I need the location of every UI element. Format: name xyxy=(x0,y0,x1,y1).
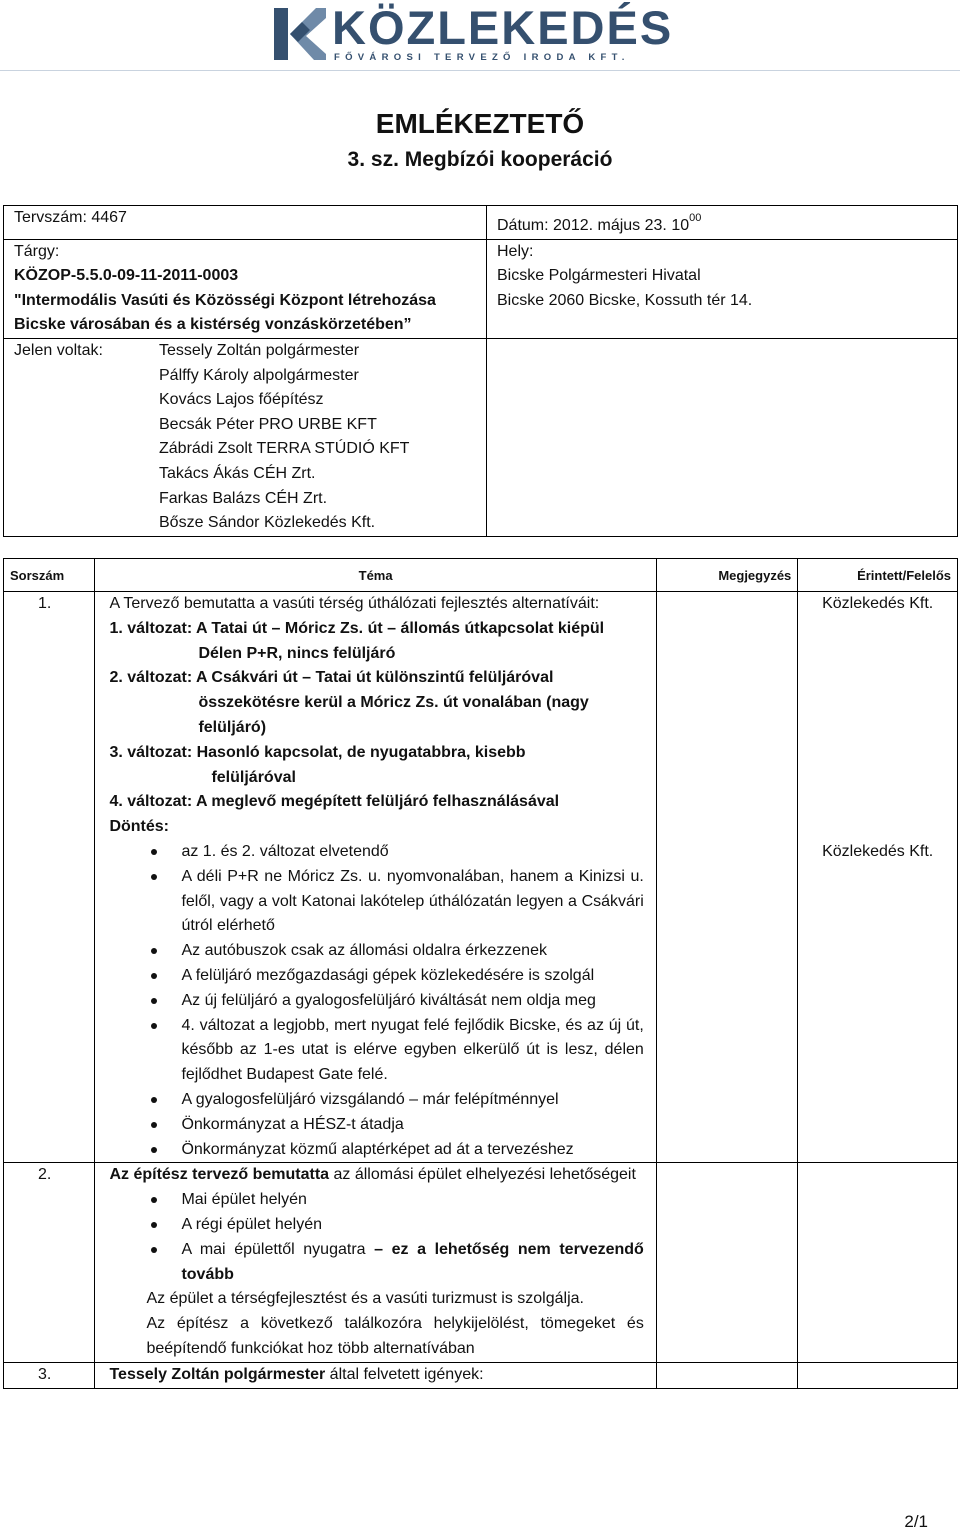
meeting-time-minutes: 00 xyxy=(689,212,702,224)
subject-code: KÖZOP-5.5.0-09-11-2011-0003 xyxy=(14,267,239,285)
row-topic xyxy=(95,592,656,1163)
logo-mark-icon xyxy=(270,2,326,64)
row-number: 3. xyxy=(4,1362,95,1388)
document-subtitle: 3. sz. Megbízói kooperáció xyxy=(347,148,613,171)
row-responsible xyxy=(798,1362,958,1388)
attendee: Tessely Zoltán polgármester xyxy=(159,341,360,359)
list-item: Mai épület helyén xyxy=(109,1188,643,1213)
attendees-label: Jelen voltak: xyxy=(14,341,103,359)
header-topic: Téma xyxy=(95,559,656,592)
place-line2: Bicske 2060 Bicske, Kossuth tér 14. xyxy=(497,291,753,309)
row-topic: Tessely Zoltán polgármester által felvetett igények: xyxy=(95,1362,656,1388)
topic-intro: Az építész tervező bemutatta az állomási épület elhelyezési lehetőségeit xyxy=(109,1166,636,1184)
meeting-date: Dátum: 2012. május 23. 10 xyxy=(497,217,690,234)
plan-number-cell xyxy=(4,206,487,240)
responsible-2: Közlekedés Kft. xyxy=(822,842,934,860)
table-row xyxy=(4,592,958,1163)
variant-2-detail: összekötésre kerül a Móricz Zs. út vonalában (nagy xyxy=(198,694,589,712)
header-note: Megjegyzés xyxy=(656,559,797,592)
plan-number: Tervszám: 4467 xyxy=(14,209,127,226)
table-row xyxy=(4,1163,958,1362)
subject-text-line2: Bicske városában és a kistérség vonzáskörzetében” xyxy=(14,316,412,334)
list-item: az 1. és 2. változat elvetendő xyxy=(109,840,643,865)
topic-paragraph: Az építész a következő találkozóra helykijelölést, tömegeket és beépítendő funkciókat hoz több alternatívában xyxy=(146,1315,644,1357)
topic-intro: A Tervező bemutatta a vasúti térség úthálózati fejlesztés alternatíváit: xyxy=(109,595,600,612)
subject-cell xyxy=(4,239,487,338)
attendee: Zábrádi Zsolt TERRA STÚDIÓ KFT xyxy=(159,440,410,458)
row-note xyxy=(656,1163,797,1362)
attendees-block xyxy=(14,339,476,536)
variant-2: 2. változat: A Csákvári út – Tatai út különszintű felüljáróval xyxy=(109,669,554,687)
topic-paragraph: Az épület a térségfejlesztést és a vasúti turizmust is szolgálja. xyxy=(146,1290,584,1308)
attendee: Becsák Péter PRO URBE KFT xyxy=(159,415,377,433)
subject-text-line1: "Intermodális Vasúti és Közösségi Központ létrehozása xyxy=(14,291,436,309)
list-item: 4. változat a legjobb, mert nyugat felé fejlődik Bicske, és az új út, később az 1-es utat is elérve egyben elkerülő út is lesz, délen fejlődhet Budapest Gate felé. xyxy=(109,1014,643,1088)
list-item: A mai épülettől nyugatra – ez a lehetőség nem tervezendő tovább xyxy=(109,1238,643,1288)
logo-subtitle: FŐVÁROSI TERVEZŐ IRODA KFT. xyxy=(334,52,630,63)
list-item: A gyalogosfelüljáró vizsgálandó – már felépítménnyel xyxy=(109,1088,643,1113)
place-line1: Bicske Polgármesteri Hivatal xyxy=(497,267,701,285)
agenda-table xyxy=(3,558,958,1389)
header-number: Sorszám xyxy=(4,559,95,592)
table-row xyxy=(4,1362,958,1388)
document-title: EMLÉKEZTETŐ xyxy=(375,108,585,139)
header-responsible: Érintett/Felelős xyxy=(798,559,958,592)
place-label: Hely: xyxy=(497,242,534,260)
attendee: Pálffy Károly alpolgármester xyxy=(159,366,359,384)
place-cell xyxy=(487,239,958,338)
row-responsible xyxy=(798,1163,958,1362)
variant-3: 3. változat: Hasonló kapcsolat, de nyugatabbra, kisebb xyxy=(109,743,526,761)
variant-3-detail: felüljáróval xyxy=(211,768,296,786)
date-cell xyxy=(487,206,958,240)
attendee: Farkas Balázs CÉH Zrt. xyxy=(159,489,328,507)
page-number: 2/1 xyxy=(904,1512,928,1531)
row-responsible xyxy=(798,592,958,1163)
list-item: A felüljáró mezőgazdasági gépek közlekedésére is szolgál xyxy=(109,964,643,989)
variant-2-detail-2: felüljáró) xyxy=(198,718,267,736)
header-rule xyxy=(0,70,960,71)
responsible-1: Közlekedés Kft. xyxy=(822,595,934,612)
row-note xyxy=(656,592,797,1163)
list-item: A déli P+R ne Móricz Zs. u. nyomvonalában, hanem a Kinizsi u. felől, vagy a volt Katonai lakótelep úthálózatán legyen a Csákvári útról elérhető xyxy=(109,865,643,939)
row-topic xyxy=(95,1163,656,1362)
attendees-cell xyxy=(4,338,487,536)
variant-1: 1. változat: A Tatai út – Móricz Zs. út – állomás útkapcsolat kiépül xyxy=(109,619,605,637)
decision-label: Döntés: xyxy=(109,818,170,836)
subject-label: Tárgy: xyxy=(14,242,60,260)
list-item: Az autóbuszok csak az állomási oldalra érkezzenek xyxy=(109,939,643,964)
attendee: Kovács Lajos főépítész xyxy=(159,391,324,409)
attendee: Bősze Sándor Közlekedés Kft. xyxy=(159,514,376,532)
list-item: Az új felüljáró a gyalogosfelüljáró kiváltását nem oldja meg xyxy=(109,989,643,1014)
logo-wordmark: KÖZLEKEDÉS xyxy=(332,1,674,54)
list-item: A régi épület helyén xyxy=(109,1213,643,1238)
meeting-info-table xyxy=(3,205,958,537)
decision-list xyxy=(109,840,643,1162)
row-number: 1. xyxy=(4,592,95,1163)
list-item: Önkormányzat a HÉSZ-t átadja xyxy=(109,1113,643,1138)
row-note xyxy=(656,1362,797,1388)
attendee: Takács Ákás CÉH Zrt. xyxy=(159,464,316,482)
list-item: Önkormányzat közmű alaptérképet ad át a tervezéshez xyxy=(109,1138,643,1163)
option-list xyxy=(109,1188,643,1287)
company-logo xyxy=(270,2,680,68)
variant-1-detail: Délen P+R, nincs felüljáró xyxy=(198,644,396,662)
attendees-list xyxy=(159,339,409,536)
variant-4: 4. változat: A meglevő megépített felüljáró felhasználásával xyxy=(109,793,560,811)
attendees-empty-cell xyxy=(487,338,958,536)
row-number: 2. xyxy=(4,1163,95,1362)
agenda-header-row xyxy=(4,559,958,592)
